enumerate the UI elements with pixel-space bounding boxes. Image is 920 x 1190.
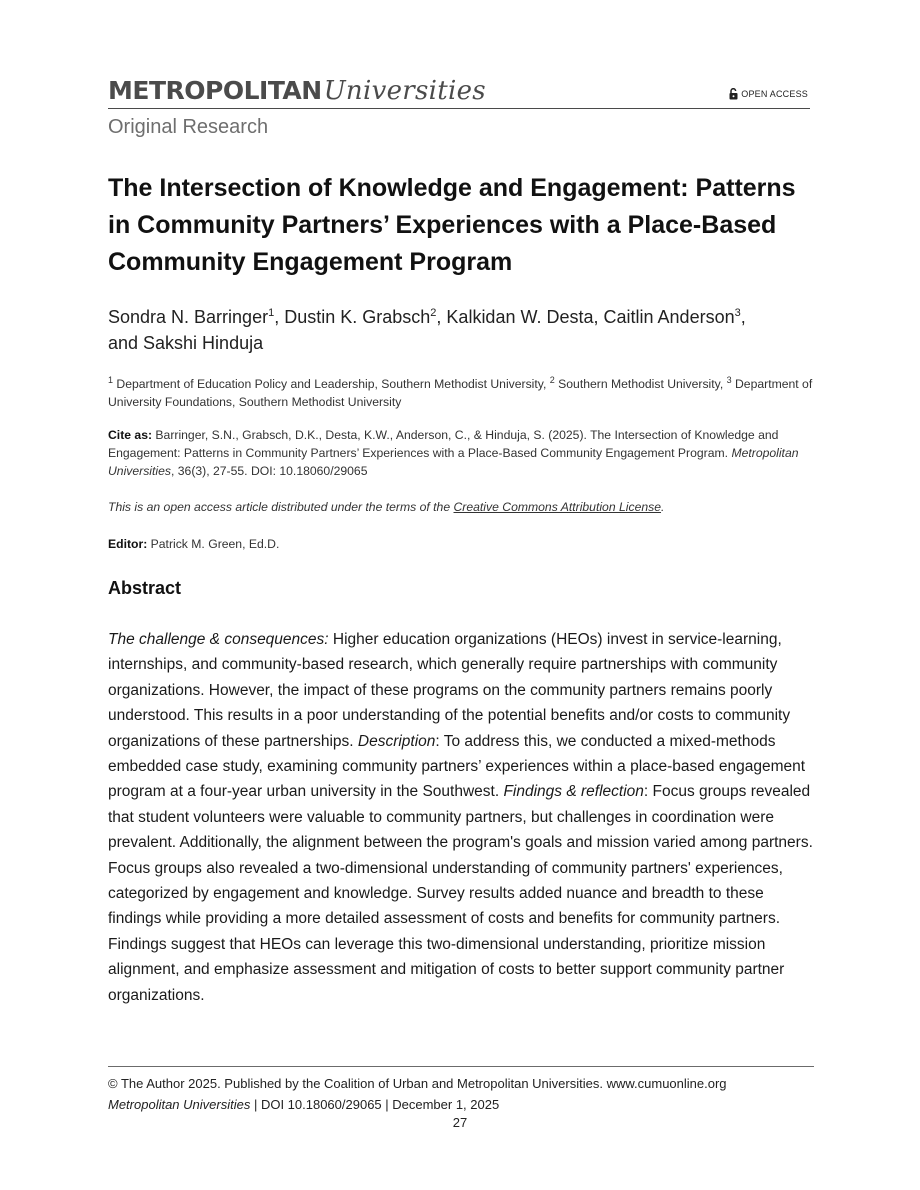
citation-text: Barringer, S.N., Grabsch, D.K., Desta, K.W., Anderson, C., & Hinduja, S. (2025). The Intersection of Knowledge and Engagement: Patterns in Community Partners’ Experiences with a Place-Based Community Engagement Program.	[108, 428, 779, 460]
affiliation-marker: 3	[726, 375, 732, 385]
footer-divider	[108, 1066, 814, 1067]
author-name: Caitlin Anderson	[603, 307, 735, 327]
author-name: Sondra N. Barringer	[108, 307, 269, 327]
author-name: Kalkidan W. Desta	[446, 307, 594, 327]
affiliation-marker: 1	[268, 307, 275, 319]
footer-journal: Metropolitan Universities	[108, 1097, 251, 1112]
author-separator: ,	[274, 307, 285, 327]
page-number: 27	[452, 1115, 468, 1130]
editor-line	[108, 535, 279, 553]
abstract-heading: Abstract	[108, 578, 182, 598]
author-list	[108, 300, 808, 356]
affiliation-marker: 3	[734, 307, 741, 319]
author-separator: ,	[740, 307, 746, 327]
article-type-label: Original Research	[108, 116, 269, 138]
logo-wordmark-strong: METROPOLITAN	[108, 76, 322, 105]
article-title: The Intersection of Knowledge and Engagement: Patterns in Community Partners’ Experiences with a Place-Based Community Engagement Program	[108, 174, 796, 276]
abstract-body	[108, 627, 818, 1008]
citation-details: , 36(3), 27-55. DOI: 10.18060/29065	[171, 464, 368, 478]
author-name: Dustin K. Grabsch	[284, 307, 431, 327]
footer-doi-date: | DOI 10.18060/29065 | December 1, 2025	[250, 1097, 500, 1112]
abstract-findings-text: : Focus groups revealed that student volunteers were valuable to community partners, but challenges in coordination were prevalent. Additionally, the alignment between the program's goals and mission varied among partners. Focus groups also revealed a two-dimensional understanding of community partners' experiences, categorized by engagement and knowledge. Survey results added nuance and breadth to these findings while providing a more detailed assessment of costs and benefits for community partners. Findings suggest that HEOs can leverage this two-dimensional understanding, prioritize mission alignment, and emphasize assessment and mitigation of costs to better support community partner organizations.	[108, 783, 813, 1004]
license-text-end: .	[661, 500, 665, 514]
license-statement	[108, 498, 814, 516]
open-access-label: OPEN ACCESS	[741, 89, 808, 99]
abstract-challenge-text: Higher education organizations (HEOs) invest in service-learning, internships, and community-based research, which generally require partnerships with community organizations. However, the impact of these programs on the community partners remains poorly understood. This results in a poor understanding of the potential benefits and/or costs to community organizations of these partnerships.	[108, 631, 791, 750]
footer-copyright: © The Author 2025. Published by the Coalition of Urban and Metropolitan Universities. www.cumuonline.org	[108, 1076, 727, 1091]
abstract-findings-label: Findings & reflection	[503, 783, 644, 801]
affiliation-marker: 2	[430, 307, 437, 319]
abstract-description-label: Description	[357, 732, 436, 750]
journal-logo	[108, 76, 486, 106]
masthead	[108, 74, 810, 109]
affiliation-marker: 2	[549, 375, 555, 385]
editor-label: Editor:	[108, 537, 148, 551]
affiliation-text: Department of Education Policy and Leadership, Southern Methodist University,	[113, 377, 550, 392]
affiliation-text: Southern Methodist University,	[554, 377, 727, 392]
editor-name: Patrick M. Green, Ed.D.	[147, 537, 280, 551]
affiliation-marker: 1	[108, 375, 114, 385]
citation	[108, 426, 814, 480]
abstract-description-text: : To address this, we conducted a mixed-methods embedded case study, examining community partners’ experiences within a place-based engagement program at a four-year urban university in the Southwest.	[108, 732, 806, 801]
author-separator: ,	[593, 307, 604, 327]
open-access-badge	[729, 88, 808, 100]
citation-journal: Metropolitan Universities	[108, 446, 799, 478]
logo-wordmark-script: Universities	[323, 76, 486, 106]
author-separator: ,	[436, 307, 447, 327]
license-text: This is an open access article distributed under the terms of the	[108, 500, 454, 514]
affiliation-text: Department of University Foundations, Southern Methodist University	[108, 377, 813, 410]
author-name: and Sakshi Hinduja	[108, 333, 264, 353]
page-footer	[108, 1073, 814, 1115]
citation-label: Cite as:	[108, 428, 153, 442]
affiliations	[108, 371, 814, 411]
open-lock-icon	[729, 88, 738, 100]
license-link[interactable]: Creative Commons Attribution License	[453, 500, 662, 514]
footer-publication-line	[108, 1094, 814, 1115]
abstract-challenge-label: The challenge & consequences:	[108, 631, 329, 648]
